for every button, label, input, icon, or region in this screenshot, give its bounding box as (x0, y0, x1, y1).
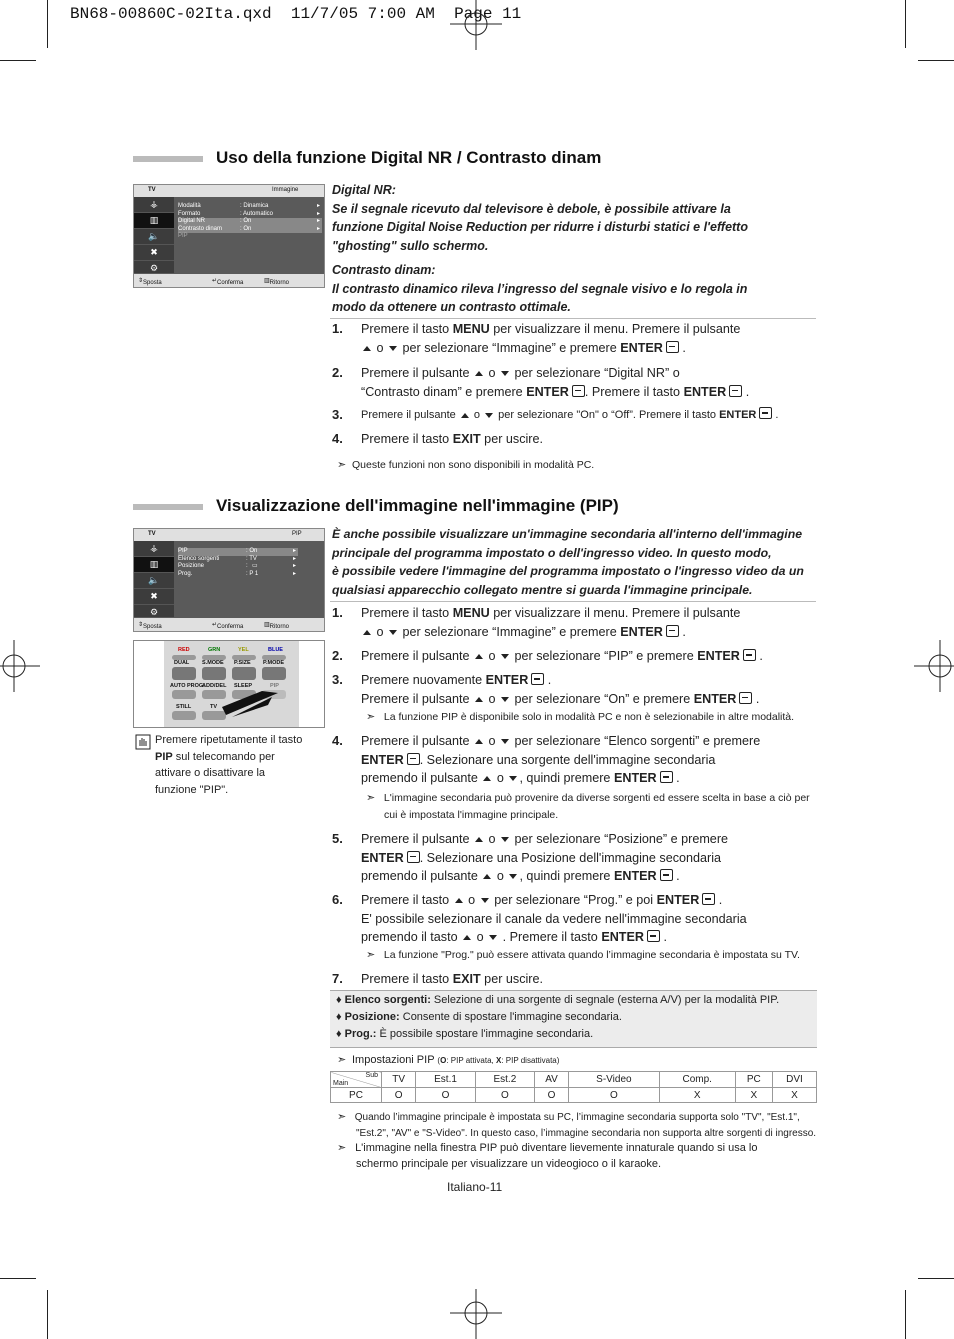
note: ➣ La funzione PIP è disponibile solo in modalità PC e non è selezionabile in altre modalità. (366, 709, 794, 726)
up-arrow-icon (455, 898, 463, 903)
registration-mark-icon (450, 0, 502, 52)
sound-icon: 🔈 (134, 229, 174, 245)
menu-row-selected: Contrasto dinam : On ▸ (178, 225, 320, 232)
pointer-arrow-icon (222, 687, 282, 717)
step-5: 5. Premere il pulsante o per selezionare “Posizione” e premere ENTER . Selezionare una Posizione dell'immagine secondaria premendo il pulsante o , quindi premere ENTER . (332, 831, 729, 883)
up-arrow-icon (475, 697, 483, 702)
enter-icon (666, 341, 679, 353)
enter-icon (647, 930, 660, 942)
menu-row: PIP (178, 233, 188, 239)
note: ➣ Queste funzioni non sono disponibili in modalità PC. (337, 457, 594, 474)
note: ➣ L'immagine nella finestra PIP può diventare lievemente innaturale quando si usa lo schermo principale per visualizzare un videogioco o il karaoke. (337, 1142, 758, 1170)
menu-tv-label: TV (148, 531, 156, 537)
down-arrow-icon (389, 630, 397, 635)
menu-title-bar (134, 185, 324, 197)
crop-mark (918, 60, 954, 61)
step-3: 3. Premere il pulsante o per selezionare "On" o “Off”. Premere il tasto ENTER . (332, 407, 779, 422)
intro-text: È anche possibile visualizzare un'immagine secondaria all'interno dell'immagine principale del programma impostato o dell'ingresso video. In questo modo, è possibile vedere l'immagine del programma impostato o l'ingresso video da un qualsiasi apparecchio collegato mentre si guarda l'immagine principale. (332, 527, 804, 597)
intro-text: Digital NR: Se il segnale ricevuto dal televisore è debole, è possibile attivare la funzione Digital Noise Reduction per ridurre i disturbi statici e l'effetto "ghosting" sullo schermo. Contrasto dinam: Il contrasto dinamico rileva l’ingresso del segnale visivo e lo regola in modo da ottenere un contrasto ottimale. (332, 183, 748, 314)
down-arrow-icon (501, 697, 509, 702)
menu-tv-label: TV (148, 187, 156, 193)
down-arrow-icon (389, 346, 397, 351)
enter-icon (660, 869, 673, 881)
confirm-hint: ↵ Conferma (212, 278, 244, 286)
confirm-hint: ↵ Conferma (212, 622, 244, 630)
enter-icon (407, 851, 420, 863)
crop-mark (0, 1278, 36, 1279)
section-bar (133, 156, 203, 162)
menu-list (178, 203, 322, 241)
up-arrow-icon (483, 776, 491, 781)
list-item: ♦ Prog.: È possibile spostare l'immagine secondaria. (336, 1028, 594, 1040)
step-2: 2. Premere il pulsante o per selezionare “PIP” e premere ENTER . (332, 648, 763, 663)
down-arrow-icon (501, 654, 509, 659)
crop-mark (0, 60, 36, 61)
divider (330, 318, 816, 319)
down-arrow-icon (485, 413, 493, 418)
menu-row: Elenco sorgenti : TV ▸ (178, 555, 296, 562)
menu-row: Formato : Automatico ▸ (178, 210, 320, 217)
note-arrow-icon: ➣ (337, 459, 347, 471)
menu-sidebar (134, 541, 174, 617)
enter-icon (759, 407, 772, 419)
registration-mark-icon (450, 1287, 502, 1339)
setup-icon: ✖ (134, 589, 174, 605)
crop-mark (918, 1278, 954, 1279)
step-3: 3. Premere nuovamente ENTER . Premere il pulsante o per selezionare “On” e premere ENTER . (332, 672, 760, 706)
picture-icon: ▥ (134, 557, 174, 573)
note: ➣ Quando l’immagine principale è impostata su PC, l’immagine secondaria supporta solo "TV", "Est.1", "Est.2", "AV" e "S-Video". In questo caso, l’immagine secondaria non supporta altre sorgenti di ingresso. (337, 1111, 817, 1139)
step-4: 4. Premere il tasto EXIT per uscire. (332, 431, 543, 446)
enter-icon (702, 893, 715, 905)
file-header: BN68-00860C-02Ita.qxd 11/7/05 7:00 AM Page 11 (70, 5, 522, 23)
tv-menu-screenshot (133, 184, 325, 288)
remote-body: RED GRN YEL BLUE DUAL S.MODE P.SIZE P.MODE AUTO PROG. ADD/DEL SLEEP PIP STILL TV (164, 641, 299, 727)
feature-bullets (330, 990, 817, 1048)
up-arrow-icon (463, 935, 471, 940)
input-icon: ⚙ (134, 261, 174, 277)
registration-mark-icon (0, 640, 52, 692)
move-hint: ⇕ Sposta (138, 622, 162, 630)
table-header-row: Sub Main TV Est.1 Est.2 AV S-Video Comp. PC DVI (331, 1072, 817, 1088)
step-4: 4. Premere il pulsante o per selezionare “Elenco sorgenti” e premere ENTER . Selezionare una sorgente dell'immagine secondaria premendo il pulsante o , quindi premere ENTER . (332, 733, 761, 785)
menu-row: Modalità : Dinamica ▸ (178, 203, 320, 209)
crop-mark (905, 0, 906, 48)
enter-icon (729, 385, 742, 397)
crop-mark (47, 0, 48, 48)
note: ➣ La funzione "Prog." può essere attivata quando l’immagine secondaria è impostata su TV. (366, 947, 800, 964)
page-number: Italiano-11 (447, 1180, 503, 1194)
menu-footer (134, 618, 324, 631)
menu-row: Posizione : ▭ ▸ (178, 563, 296, 569)
picture-icon: ▥ (134, 213, 174, 229)
up-arrow-icon (363, 630, 371, 635)
antenna-icon: ⚶ (134, 197, 174, 213)
setup-icon: ✖ (134, 245, 174, 261)
up-arrow-icon (483, 874, 491, 879)
section-title: Visualizzazione dell'immagine nell'immagine (PIP) (216, 496, 619, 515)
up-arrow-icon (475, 739, 483, 744)
divider (330, 601, 816, 602)
note: ➣ L'immagine secondaria può provenire da diverse sorgenti ed essere scelta in base a ciò per cui è impostata l'immagine principale. (366, 792, 810, 821)
up-arrow-icon (475, 371, 483, 376)
antenna-icon: ⚶ (134, 541, 174, 557)
down-arrow-icon (489, 935, 497, 940)
move-hint: ⇕ Sposta (138, 278, 162, 286)
note-arrow-icon: ➣ (366, 792, 376, 804)
sound-icon: 🔈 (134, 573, 174, 589)
step-1: 1. Premere il tasto MENU per visualizzare il menu. Premere il pulsante o per selezionare “Immagine” e premere ENTER . (332, 321, 741, 355)
step-7: 7. Premere il tasto EXIT per uscire. (332, 971, 543, 986)
registration-mark-icon (902, 640, 954, 692)
menu-row-selected: Digital NR : On ▸ (178, 218, 320, 224)
table-row: PC O O O O O X X X (331, 1088, 817, 1103)
menu-sidebar (134, 197, 174, 273)
remote-control-image (133, 640, 325, 728)
up-arrow-icon (363, 346, 371, 351)
step-2: 2. Premere il pulsante o per selezionare “Digital NR” o “Contrasto dinam” e premere ENTER . Premere il tasto ENTER . (332, 365, 750, 399)
menu-list (178, 548, 298, 578)
back-hint: ▥ Ritorno (264, 278, 290, 286)
enter-icon (666, 625, 679, 637)
down-arrow-icon (501, 837, 509, 842)
menu-tab-label: Immagine (272, 187, 299, 193)
list-item: ♦ Elenco sorgenti: Selezione di una sorgente di segnale (esterna A/V) per la modalità PIP. (336, 994, 780, 1006)
note-arrow-icon: ➣ (366, 949, 376, 961)
back-hint: ▥ Ritorno (264, 622, 290, 630)
menu-row-selected: PIP : On ▸ (178, 548, 296, 554)
up-arrow-icon (475, 654, 483, 659)
note-arrow-icon: ➣ (366, 711, 376, 723)
down-arrow-icon (509, 776, 517, 781)
list-item: ♦ Posizione: Consente di spostare l'immagine secondaria. (336, 1011, 622, 1023)
menu-footer (134, 274, 324, 287)
pip-settings-label: ➣ Impostazioni PIP (O: PIP attivata, X: PIP disattivata) (337, 1052, 559, 1069)
step-6: 6. Premere il tasto o per selezionare “Prog.” e poi ENTER . E' possibile selezionare il canale da vedere nell'immagine secondaria premendo il tasto o . Premere il tasto ENTER . (332, 892, 747, 944)
down-arrow-icon (501, 739, 509, 744)
step-1: 1. Premere il tasto MENU per visualizzare il menu. Premere il pulsante o per selezionare “Immagine” e premere ENTER . (332, 605, 741, 639)
section-title: Uso della funzione Digital NR / Contrasto dinam (216, 148, 602, 167)
up-arrow-icon (461, 413, 469, 418)
section-bar (133, 504, 203, 510)
down-arrow-icon (481, 898, 489, 903)
tv-menu-screenshot (133, 528, 325, 632)
crop-mark (47, 1290, 48, 1339)
menu-tab-label: PIP (292, 531, 302, 537)
crop-mark (905, 1290, 906, 1339)
enter-icon (739, 692, 752, 704)
down-arrow-icon (501, 371, 509, 376)
pip-settings-table (330, 1071, 817, 1103)
note-arrow-icon: ➣ (337, 1054, 347, 1066)
remote-caption: Premere ripetutamente il tasto PIP sul telecomando per attivare o disattivare la funzione "PIP". (155, 734, 303, 796)
menu-title-bar (134, 529, 324, 541)
enter-icon (743, 649, 756, 661)
down-arrow-icon (509, 874, 517, 879)
up-arrow-icon (475, 837, 483, 842)
input-icon: ⚙ (134, 605, 174, 621)
enter-icon (407, 753, 420, 765)
enter-icon (572, 385, 585, 397)
enter-icon (660, 771, 673, 783)
note-arrow-icon: ➣ (337, 1142, 347, 1154)
enter-icon (531, 673, 544, 685)
note-arrow-icon: ➣ (337, 1111, 347, 1123)
hand-icon (135, 734, 151, 750)
menu-row: Prog. : P 1 ▸ (178, 570, 296, 577)
